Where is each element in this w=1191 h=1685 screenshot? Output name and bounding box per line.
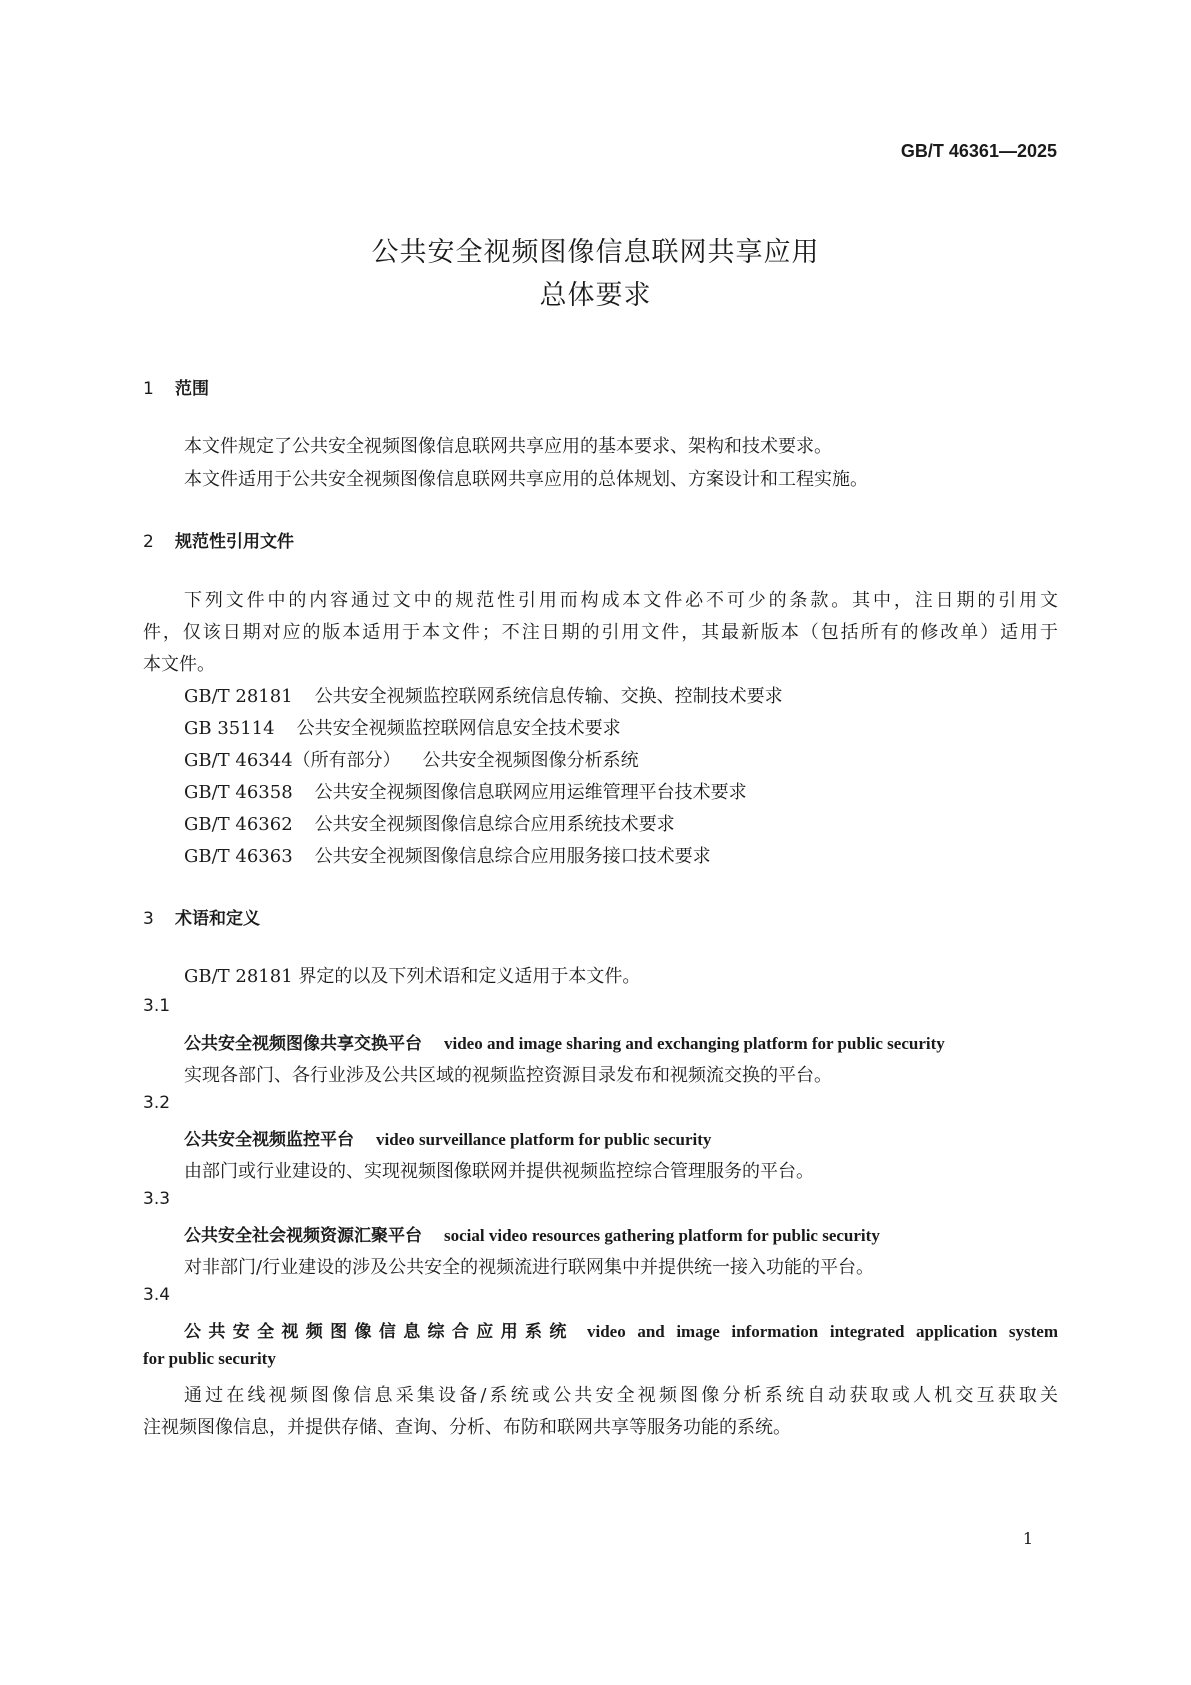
reference-item — [184, 842, 711, 868]
reference-item — [184, 682, 783, 708]
term-heading — [184, 1317, 1058, 1342]
paragraph: 下列文件中的内容通过文中的规范性引用而构成本文件必不可少的条款。其中，注日期的引用文 — [184, 590, 1058, 611]
reference-code: GB/T 46362 — [184, 814, 293, 835]
reference-code: GB/T 46344（所有部分） — [184, 750, 401, 771]
document-subtitle: 总体要求 — [539, 280, 652, 311]
paragraph: 本文件。 — [143, 654, 215, 675]
term-number: 3.4 — [143, 1285, 171, 1305]
reference-title: 公共安全视频图像信息综合应用服务接口技术要求 — [314, 846, 711, 867]
section-heading-normative-references — [143, 527, 294, 552]
term-number: 3.3 — [143, 1189, 171, 1209]
term-chinese: 公共安全视频监控平台 — [184, 1130, 354, 1150]
term-english: video surveillance platform for public security — [376, 1130, 712, 1149]
section-number: 3 — [143, 909, 154, 929]
term-definition: 对非部门/行业建设的涉及公共安全的视频流进行联网集中并提供统一接入功能的平台。 — [184, 1257, 875, 1278]
term-definition: 由部门或行业建设的、实现视频图像联网并提供视频监控综合管理服务的平台。 — [184, 1161, 814, 1182]
term-english: social video resources gathering platform for public security — [444, 1226, 880, 1245]
paragraph: 本文件规定了公共安全视频图像信息联网共享应用的基本要求、架构和技术要求。 — [184, 436, 832, 457]
term-definition: 实现各部门、各行业涉及公共区域的视频监控资源目录发布和视频流交换的平台。 — [184, 1065, 832, 1086]
reference-code: GB/T 46358 — [184, 782, 293, 803]
page-number: 1 — [1022, 1529, 1033, 1548]
paragraph: 本文件适用于公共安全视频图像信息联网共享应用的总体规划、方案设计和工程实施。 — [184, 469, 868, 490]
reference-item — [184, 714, 621, 740]
reference-item — [184, 778, 747, 804]
reference-title: 公共安全视频图像分析系统 — [422, 750, 639, 771]
term-definition: 注视频图像信息，并提供存储、查询、分析、布防和联网共享等服务功能的系统。 — [143, 1417, 791, 1438]
standard-number: GB/T 46361—2025 — [900, 141, 1057, 161]
term-english: video and image information integrated application system — [586, 1322, 1058, 1341]
section-title: 术语和定义 — [175, 909, 260, 929]
reference-title: 公共安全视频图像信息综合应用系统技术要求 — [314, 814, 675, 835]
term-english: video and image sharing and exchanging platform for public security — [444, 1034, 945, 1053]
term-heading — [184, 1221, 880, 1246]
term-definition: 通过在线视频图像信息采集设备/系统或公共安全视频图像分析系统自动获取或人机交互获取关 — [184, 1385, 1058, 1406]
reference-item — [184, 810, 675, 836]
reference-title: 公共安全视频监控联网系统信息传输、交换、控制技术要求 — [314, 686, 783, 707]
reference-title: 公共安全视频监控联网信息安全技术要求 — [296, 718, 621, 739]
reference-code: GB/T 46363 — [184, 846, 293, 867]
paragraph: GB/T 28181 界定的以及下列术语和定义适用于本文件。 — [184, 966, 641, 987]
document-title: 公共安全视频图像信息联网共享应用 — [371, 237, 820, 268]
term-number: 3.2 — [143, 1093, 171, 1113]
section-heading-terms-definitions — [143, 904, 260, 929]
section-number: 1 — [143, 379, 154, 399]
reference-code: GB/T 28181 — [184, 686, 293, 707]
reference-code: GB 35114 — [184, 718, 275, 739]
section-heading-scope — [143, 374, 209, 399]
term-chinese: 公共安全社会视频资源汇聚平台 — [184, 1226, 422, 1246]
term-number: 3.1 — [143, 996, 171, 1016]
term-english-continued: for public security — [143, 1349, 276, 1368]
paragraph: 件，仅该日期对应的版本适用于本文件；不注日期的引用文件，其最新版本（包括所有的修改单）适用于 — [143, 622, 1058, 643]
section-number: 2 — [143, 532, 154, 552]
reference-item — [184, 746, 639, 772]
term-heading — [184, 1125, 711, 1150]
section-title: 范围 — [175, 379, 209, 399]
term-chinese: 公共安全视频图像信息综合应用系统 — [184, 1322, 574, 1342]
term-chinese: 公共安全视频图像共享交换平台 — [184, 1034, 422, 1054]
section-title: 规范性引用文件 — [175, 532, 294, 552]
term-heading — [184, 1029, 945, 1054]
reference-title: 公共安全视频图像信息联网应用运维管理平台技术要求 — [314, 782, 747, 803]
